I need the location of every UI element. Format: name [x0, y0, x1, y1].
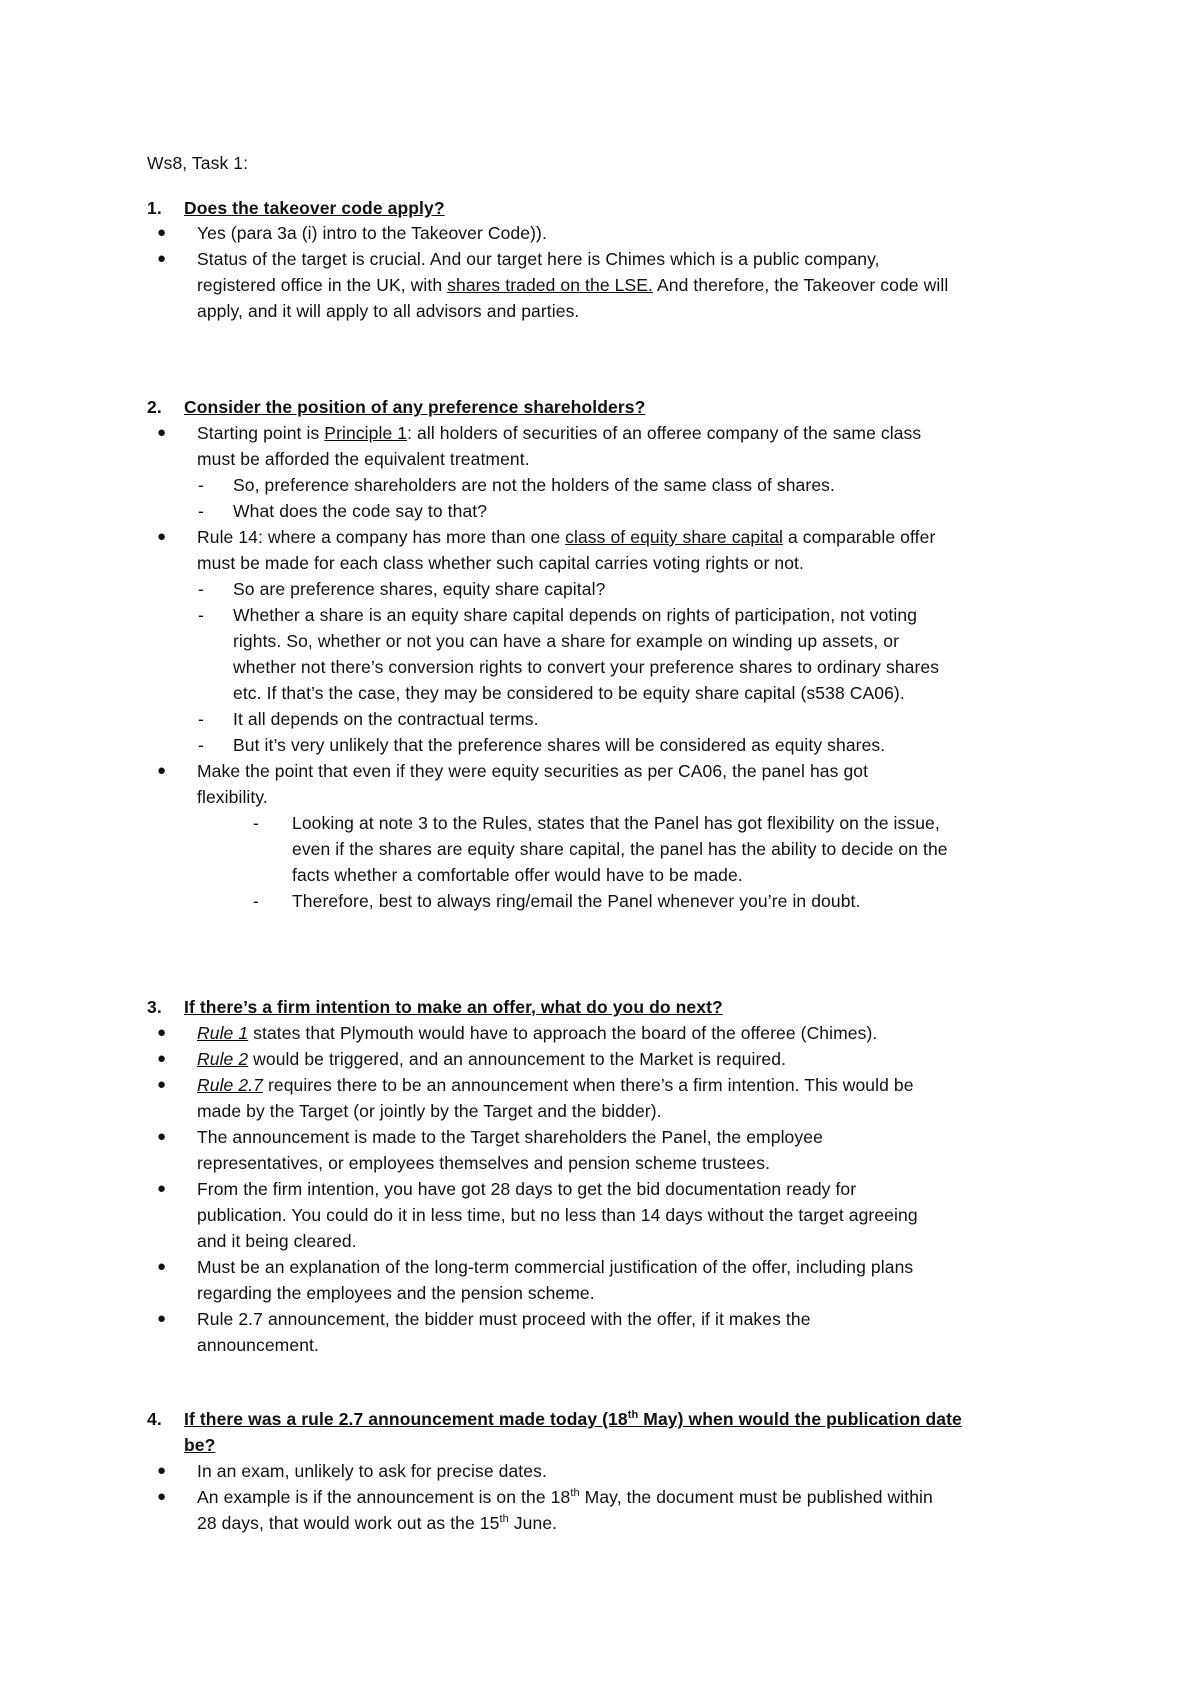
- underlined-text: shares traded on the LSE.: [447, 275, 653, 295]
- bullet-text: must be made for each class whether such capital carries voting rights or not.: [197, 553, 804, 573]
- dash-text: Whether a share is an equity share capital depends on rights of participation, not voting: [233, 605, 918, 625]
- dash-text: It all depends on the contractual terms.: [233, 709, 539, 729]
- dash-text: What does the code say to that?: [233, 501, 488, 521]
- bullet-text: Rule 14: where a company has more than one class of equity share capital a comparable offer: [197, 527, 936, 547]
- dash-icon: -: [198, 501, 204, 521]
- bullet-icon: ●: [157, 250, 167, 267]
- underlined-text: class of equity share capital: [565, 527, 784, 547]
- bullet-icon: ●: [157, 1128, 167, 1145]
- bullet-text: Status of the target is crucial. And our target here is Chimes which is a public company,: [197, 249, 880, 269]
- bullet-icon: ●: [157, 1050, 167, 1067]
- section-number: 3.: [147, 997, 162, 1017]
- bullet-icon: ●: [157, 1488, 167, 1505]
- underlined-text: Principle 1: [324, 423, 408, 443]
- section-question: If there was a rule 2.7 announcement made today (18th May) when would the publication date: [184, 1409, 962, 1429]
- bullet-text: apply, and it will apply to all advisors and parties.: [197, 301, 580, 321]
- section-number: 4.: [147, 1409, 162, 1429]
- bullet-text: An example is if the announcement is on the 18th May, the document must be published within: [197, 1487, 933, 1507]
- bullet-icon: ●: [157, 528, 167, 545]
- bullet-text: publication. You could do it in less time, but no less than 14 days without the target agreeing: [197, 1205, 918, 1225]
- bullet-text: Starting point is Principle 1: all holders of securities of an offeree company of the same class: [197, 423, 922, 443]
- bullet-icon: ●: [157, 1310, 167, 1327]
- bullet-text: Rule 2.7 announcement, the bidder must proceed with the offer, if it makes the: [197, 1309, 811, 1329]
- bullet-text: flexibility.: [197, 787, 268, 807]
- section-question: be?: [184, 1435, 216, 1455]
- dash-text: Looking at note 3 to the Rules, states that the Panel has got flexibility on the issue,: [292, 813, 940, 833]
- dash-icon: -: [198, 735, 204, 755]
- dash-icon: -: [198, 605, 204, 625]
- section-question: Does the takeover code apply?: [184, 198, 445, 218]
- bullet-icon: ●: [157, 424, 167, 441]
- bullet-text: made by the Target (or jointly by the Target and the bidder).: [197, 1101, 662, 1121]
- bullet-text: must be afforded the equivalent treatment.: [197, 449, 530, 469]
- bullet-icon: ●: [157, 1462, 167, 1479]
- rule-reference: Rule 2: [197, 1049, 249, 1069]
- rule-reference: Rule 2.7: [197, 1075, 263, 1095]
- bullet-text: Rule 1 states that Plymouth would have to approach the board of the offeree (Chimes).: [197, 1023, 878, 1043]
- dash-icon: -: [198, 709, 204, 729]
- dash-text: rights. So, whether or not you can have a share for example on winding up assets, or: [233, 631, 899, 651]
- section-number: 2.: [147, 397, 162, 417]
- dash-text: facts whether a comfortable offer would have to be made.: [292, 865, 743, 885]
- dash-icon: -: [198, 579, 204, 599]
- rule-reference: Rule 1: [197, 1023, 249, 1043]
- bullet-text: and it being cleared.: [197, 1231, 357, 1251]
- bullet-text: Make the point that even if they were equity securities as per CA06, the panel has got: [197, 761, 869, 781]
- dash-text: Therefore, best to always ring/email the Panel whenever you’re in doubt.: [292, 891, 861, 911]
- dash-text: But it’s very unlikely that the preference shares will be considered as equity shares.: [233, 735, 886, 755]
- dash-text: even if the shares are equity share capital, the panel has the ability to decide on the: [292, 839, 948, 859]
- bullet-text: 28 days, that would work out as the 15th June.: [197, 1513, 558, 1533]
- bullet-text: Must be an explanation of the long-term commercial justification of the offer, including plans: [197, 1257, 914, 1277]
- section-question: If there’s a firm intention to make an offer, what do you do next?: [184, 997, 723, 1017]
- dash-text: whether not there’s conversion rights to convert your preference shares to ordinary shares: [233, 657, 940, 677]
- bullet-text: representatives, or employees themselves and pension scheme trustees.: [197, 1153, 771, 1173]
- bullet-icon: ●: [157, 1076, 167, 1093]
- section-question: Consider the position of any preference shareholders?: [184, 397, 646, 417]
- bullet-text: regarding the employees and the pension scheme.: [197, 1283, 595, 1303]
- dash-text: So are preference shares, equity share capital?: [233, 579, 606, 599]
- dash-icon: -: [198, 475, 204, 495]
- bullet-text: In an exam, unlikely to ask for precise dates.: [197, 1461, 547, 1481]
- dash-text: etc. If that’s the case, they may be considered to be equity share capital (s538 CA06).: [233, 683, 905, 703]
- bullet-text: Rule 2.7 requires there to be an announcement when there’s a firm intention. This would be: [197, 1075, 914, 1095]
- document-title: Ws8, Task 1:: [147, 153, 249, 173]
- bullet-icon: ●: [157, 1180, 167, 1197]
- bullet-text: announcement.: [197, 1335, 319, 1355]
- bullet-icon: ●: [157, 1258, 167, 1275]
- bullet-text: registered office in the UK, with shares traded on the LSE. And therefore, the Takeover code will: [197, 275, 949, 295]
- bullet-text: The announcement is made to the Target shareholders the Panel, the employee: [197, 1127, 823, 1147]
- dash-text: So, preference shareholders are not the holders of the same class of shares.: [233, 475, 835, 495]
- bullet-text: Rule 2 would be triggered, and an announcement to the Market is required.: [197, 1049, 787, 1069]
- dash-icon: -: [253, 813, 259, 833]
- dash-icon: -: [253, 891, 259, 911]
- bullet-icon: ●: [157, 224, 167, 241]
- bullet-text: From the firm intention, you have got 28 days to get the bid documentation ready for: [197, 1179, 857, 1199]
- section-number: 1.: [147, 198, 162, 218]
- bullet-icon: ●: [157, 762, 167, 779]
- bullet-text: Yes (para 3a (i) intro to the Takeover Code)).: [197, 223, 547, 243]
- bullet-icon: ●: [157, 1024, 167, 1041]
